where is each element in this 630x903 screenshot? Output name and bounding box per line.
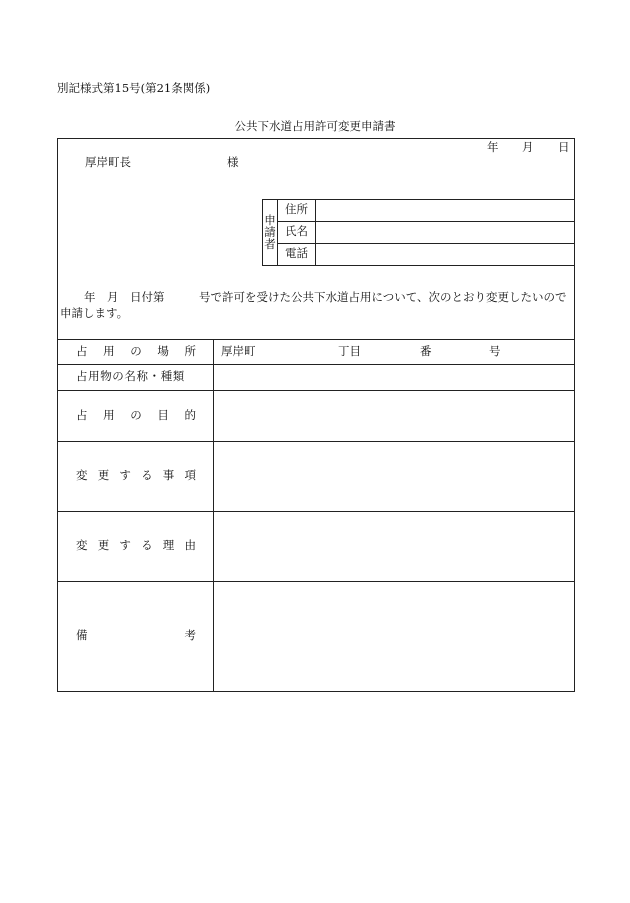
object-type-label: 占用物の名称・種類 bbox=[76, 369, 185, 383]
purpose-label bbox=[76, 410, 196, 422]
date-month-label: 月 bbox=[522, 140, 534, 154]
label-char: 用 bbox=[103, 408, 115, 422]
label-char: 備 bbox=[76, 628, 88, 642]
form-reference: 別記様式第15号(第21条関係) bbox=[57, 81, 211, 95]
label-char: 所 bbox=[184, 344, 196, 358]
address-label: 住所 bbox=[285, 202, 308, 216]
document-title: 公共下水道占用許可変更申請書 bbox=[234, 119, 396, 133]
table-line-5 bbox=[57, 581, 575, 582]
applicant-row-line-1 bbox=[277, 221, 575, 222]
applicant-row-line-2 bbox=[277, 243, 575, 244]
table-line-4 bbox=[57, 511, 575, 512]
remarks-label bbox=[76, 630, 196, 642]
applicant-label-vertical bbox=[263, 214, 277, 250]
addressee-honorific: 様 bbox=[227, 155, 239, 169]
label-char: の bbox=[130, 408, 142, 422]
table-line-3 bbox=[57, 441, 575, 442]
label-char: る bbox=[141, 468, 153, 482]
date-year-label: 年 bbox=[487, 140, 499, 154]
change-matter-label bbox=[76, 470, 196, 482]
change-reason-label bbox=[76, 540, 196, 552]
location-ban-label: 番 bbox=[420, 344, 432, 358]
label-char: 場 bbox=[157, 344, 169, 358]
label-char: の bbox=[130, 344, 142, 358]
applicant-label-char: 者 bbox=[264, 237, 276, 251]
phone-label: 電話 bbox=[285, 246, 308, 260]
statement-line-1: 年 月 日付第 号で許可を受けた公共下水道占用について、次のとおり変更したいので bbox=[84, 290, 567, 304]
name-label: 氏名 bbox=[285, 224, 308, 238]
label-char: 項 bbox=[184, 468, 196, 482]
table-line-top bbox=[57, 339, 575, 340]
label-char: 的 bbox=[184, 408, 196, 422]
location-chome-label: 丁目 bbox=[338, 344, 361, 358]
label-char: 考 bbox=[184, 628, 196, 642]
applicant-divider-2 bbox=[315, 199, 316, 266]
label-char: す bbox=[119, 468, 131, 482]
table-line-1 bbox=[57, 364, 575, 365]
location-go-label: 号 bbox=[489, 344, 501, 358]
label-char: 目 bbox=[157, 408, 169, 422]
label-char: 更 bbox=[97, 468, 110, 482]
location-town[interactable]: 厚岸町 bbox=[221, 344, 256, 358]
location-label bbox=[76, 346, 196, 358]
label-char: す bbox=[119, 538, 131, 552]
table-column-divider bbox=[213, 339, 214, 692]
applicant-label-char: 申 bbox=[264, 213, 276, 227]
addressee-name: 厚岸町長 bbox=[85, 155, 131, 169]
label-char: 占 bbox=[76, 344, 88, 358]
applicant-box bbox=[262, 199, 575, 266]
applicant-label-char: 請 bbox=[264, 225, 276, 239]
label-char: 由 bbox=[184, 538, 196, 552]
label-char: 変 bbox=[76, 538, 88, 552]
label-char: 理 bbox=[162, 538, 175, 552]
date-day-label: 日 bbox=[558, 140, 570, 154]
table-line-2 bbox=[57, 390, 575, 391]
label-char: 占 bbox=[76, 408, 88, 422]
label-char: 事 bbox=[162, 468, 175, 482]
label-char: る bbox=[141, 538, 153, 552]
label-char: 変 bbox=[76, 468, 88, 482]
label-char: 用 bbox=[103, 344, 115, 358]
statement bbox=[60, 289, 575, 321]
label-char: 更 bbox=[97, 538, 110, 552]
statement-line-2: 申請します。 bbox=[60, 306, 129, 320]
applicant-divider-1 bbox=[277, 199, 278, 266]
